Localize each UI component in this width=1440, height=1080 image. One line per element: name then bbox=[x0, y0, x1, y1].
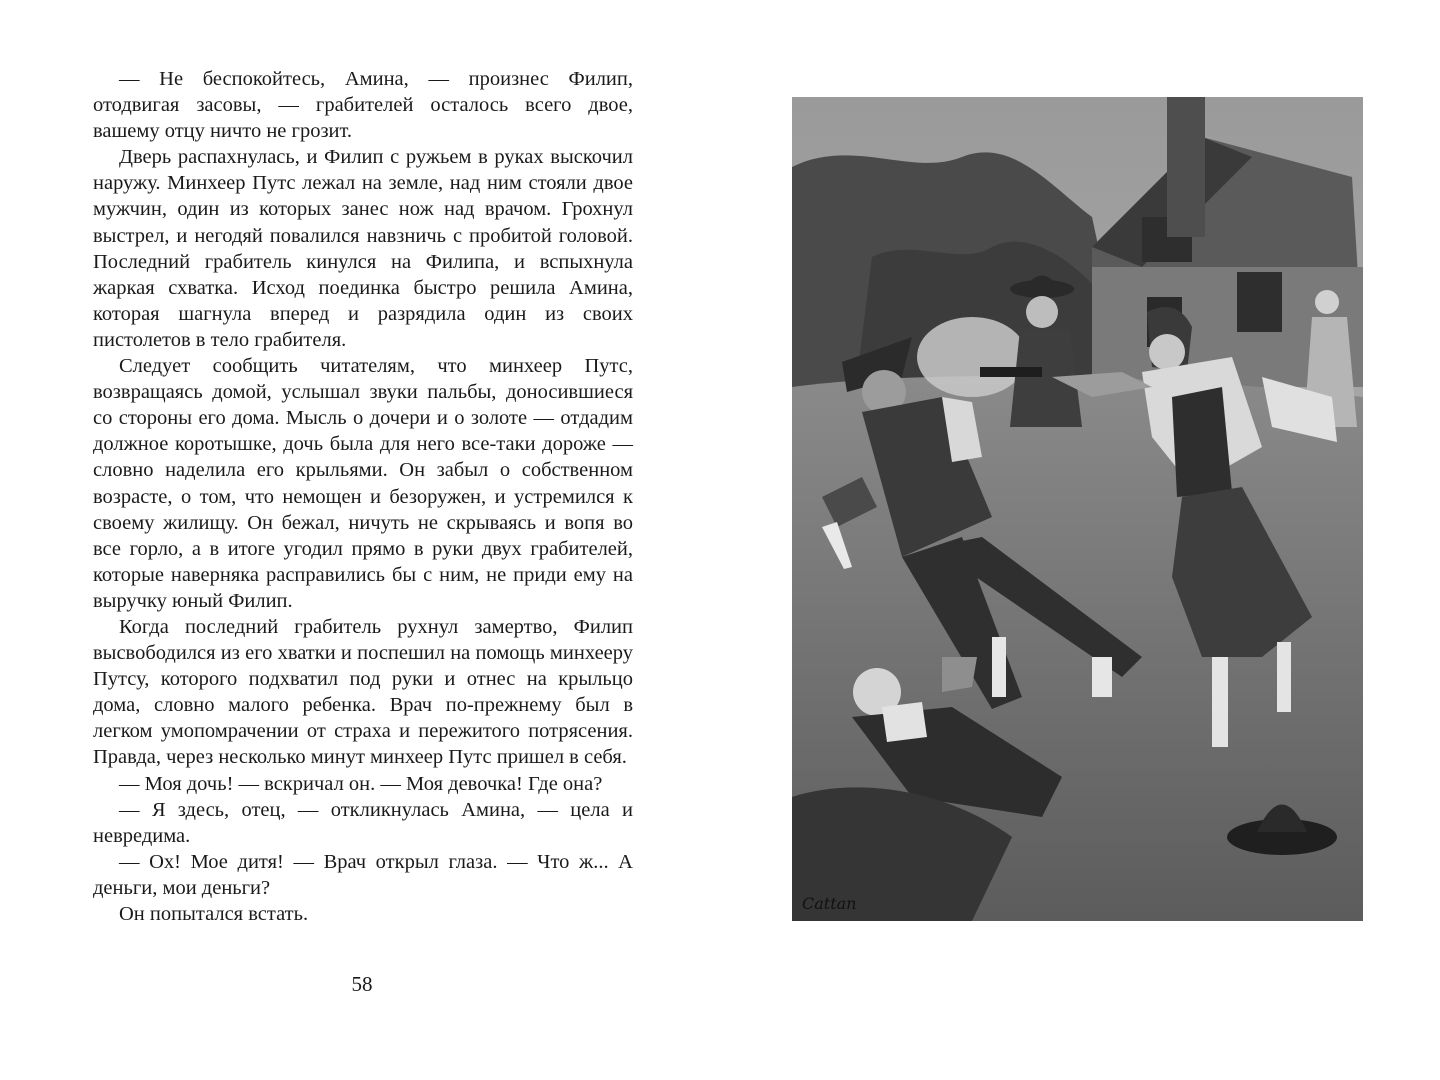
gun-smoke bbox=[917, 317, 1027, 397]
chimney bbox=[1167, 97, 1205, 237]
illustration-fight-scene bbox=[792, 97, 1363, 921]
paragraph: Он попытался встать. bbox=[119, 903, 309, 925]
paragraph: Когда последний грабитель рухнул замертво, Филип высвободился из его хватки и поспешил на помощь минхееру Путсу, которого подхватил под руки и отнес на крыльцо дома, словно малого ребенка. Врач по-прежнему был в легком умопомрачении от страха и пережитого потрясения. Правда, через несколько минут минхеер Путс пришел в себя. bbox=[93, 615, 633, 769]
pistol-icon bbox=[980, 367, 1042, 377]
paragraph: Дверь распахнулась, и Филип с ружьем в руках выскочил наружу. Минхеер Путс лежал на земле, над ним стояли двое мужчин, один из которых занес нож над врачом. Грохнул выстрел, и негодяй повалился навзничь с пробитой головой. Последний грабитель кинулся на Филипа, и вспыхнула жаркая схватка. Исход поединка быстро решила Амина, которая шагнула вперед и разрядила один из своих пистолетов в тело грабителя. bbox=[93, 146, 633, 351]
page-number: 58 bbox=[351, 972, 373, 996]
paragraph: — Не беспокойтесь, Амина, — произнес Филип, отодвигая засовы, — грабителей осталось всего двое, вашему отцу ничто не грозит. bbox=[93, 68, 633, 143]
paragraph: Следует сообщить читателям, что минхеер Путс, возвращаясь домой, услышал звуки пальбы, доносившиеся со стороны его дома. Мысль о дочери и о золоте — отдадим должное коротышке, дочь была для него все-таки дороже — словно наделила его крыльями. Он забыл о собственном возрасте, о том, что немощен и безоружен, и устремился к своему жилищу. Он бежал, ничуть не скрываясь и вопя во все горло, а в итоге угодил прямо в руки двух грабителей, которые наверняка расправились бы с ним, не приди ему на выручку юный Филип. bbox=[93, 355, 633, 612]
text-column bbox=[93, 66, 633, 927]
paragraph: — Моя дочь! — вскричал он. — Моя девочка! Где она? bbox=[119, 772, 603, 795]
paragraph: — Ох! Мое дитя! — Врач открыл глаза. — Что ж... А деньги, мои деньги? bbox=[93, 850, 633, 899]
artist-signature: Cattan bbox=[802, 894, 857, 913]
paragraph: — Я здесь, отец, — откликнулась Амина, — цела и невредима. bbox=[93, 798, 633, 847]
illustration-drawing bbox=[792, 97, 1363, 921]
